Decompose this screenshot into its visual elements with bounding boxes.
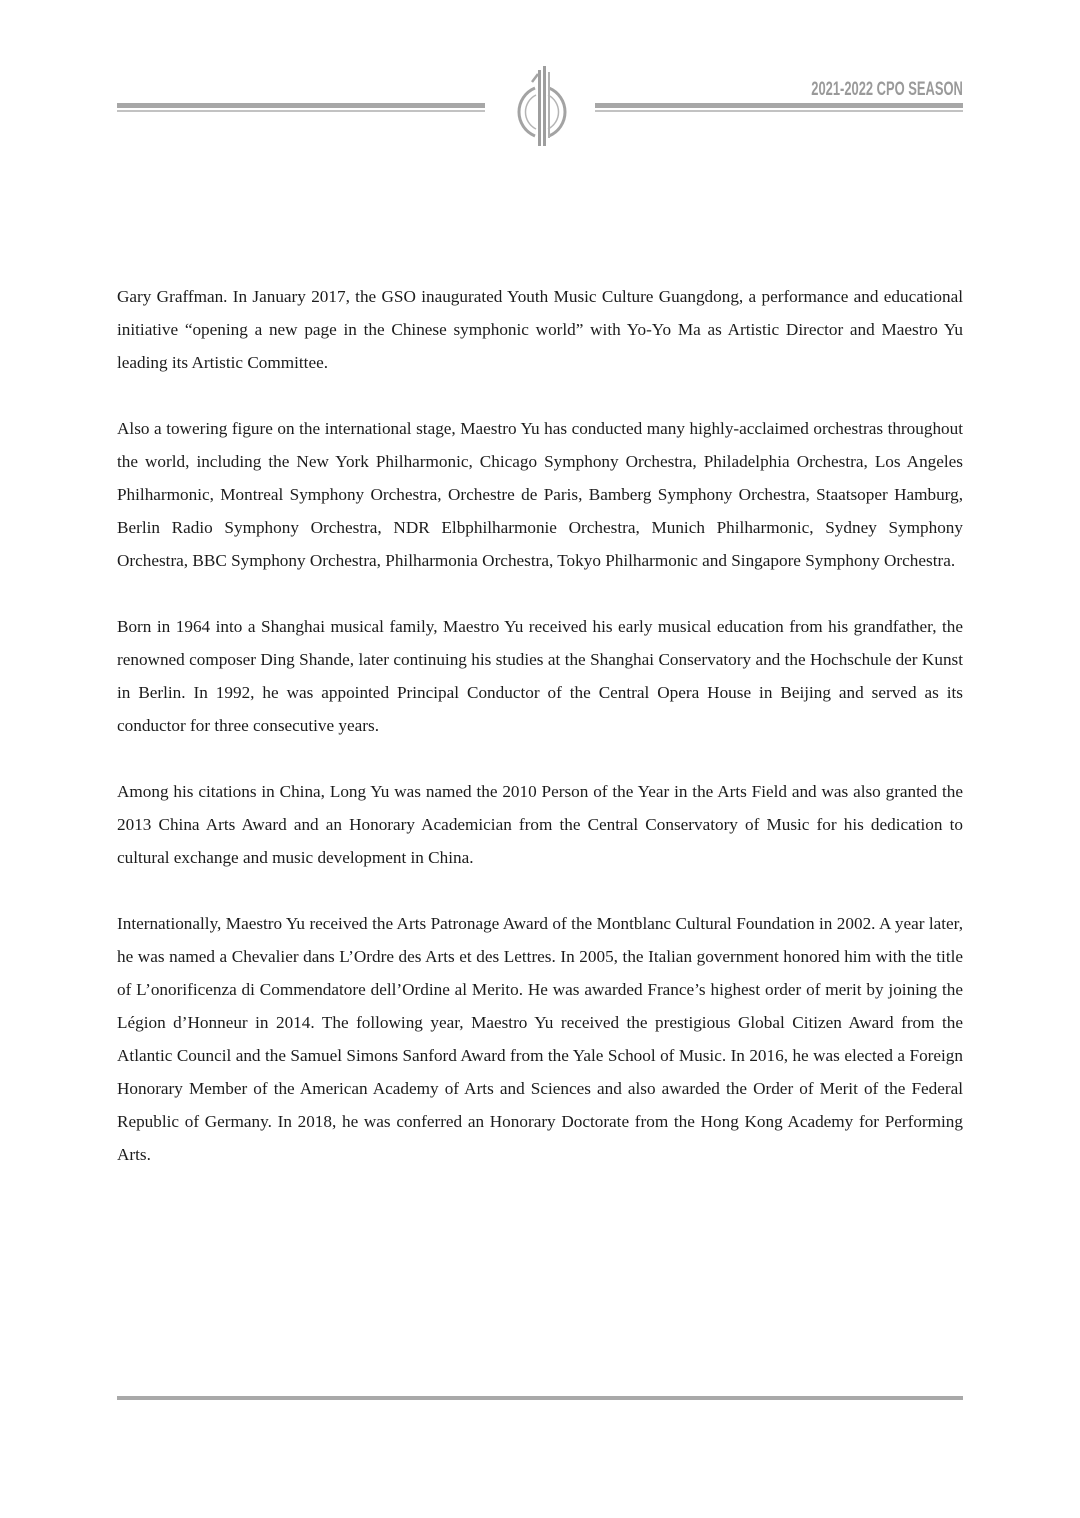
body-text <box>117 280 963 1204</box>
paragraph: Gary Graffman. In January 2017, the GSO inaugurated Youth Music Culture Guangdong, a performance and educational initiative “opening a new page in the Chinese symphonic world” with Yo-Yo Ma as Artistic Director and Maestro Yu leading its Artistic Committee. <box>117 287 963 372</box>
paragraph: Also a towering figure on the international stage, Maestro Yu has conducted many highly-acclaimed orchestras throughout the world, including the New York Philharmonic, Chicago Symphony Orchestra, Philadelphia Orchestra, Los Angeles Philharmonic, Montreal Symphony Orchestra, Orchestre de Paris, Bamberg Symphony Orchestra, Staatsoper Hamburg, Berlin Radio Symphony Orchestra, NDR Elbphilharmonie Orchestra, Munich Philharmonic, Sydney Symphony Orchestra, BBC Symphony Orchestra, Philharmonia Orchestra, Tokyo Philharmonic and Singapore Symphony Orchestra. <box>117 419 963 570</box>
paragraph: Born in 1964 into a Shanghai musical family, Maestro Yu received his early musical education from his grandfather, the renowned composer Ding Shande, later continuing his studies at the Shanghai Conservatory and the Hochschule der Kunst in Berlin. In 1992, he was appointed Principal Conductor of the Central Opera House in Beijing and served as its conductor for three consecutive years. <box>117 617 963 735</box>
orchestra-emblem-icon <box>508 62 576 148</box>
season-label: 2021-2022 CPO SEASON <box>811 79 963 100</box>
header-rule-right <box>595 103 963 112</box>
header-rule-left <box>117 103 485 112</box>
paragraph: Internationally, Maestro Yu received the Arts Patronage Award of the Montblanc Cultural Foundation in 2002. A year later, he was named a Chevalier dans L’Ordre des Arts et des Lettres. In 2005, the Italian government honored him with the title of L’onorificenza di Commendatore dell’Ordine al Merito. He was awarded France’s highest order of merit by joining the Légion d’Honneur in 2014. The following year, Maestro Yu received the prestigious Global Citizen Award from the Atlantic Council and the Samuel Simons Sanford Award from the Yale School of Music. In 2016, he was elected a Foreign Honorary Member of the American Academy of Arts and Sciences and also awarded the Order of Merit of the Federal Republic of Germany. In 2018, he was conferred an Honorary Doctorate from the Hong Kong Academy for Performing Arts. <box>117 914 963 1164</box>
paragraph: Among his citations in China, Long Yu was named the 2010 Person of the Year in the Arts Field and was also granted the 2013 China Arts Award and an Honorary Academician from the Central Conservatory of Music for his dedication to cultural exchange and music development in China. <box>117 782 963 867</box>
footer-rule <box>117 1396 963 1400</box>
